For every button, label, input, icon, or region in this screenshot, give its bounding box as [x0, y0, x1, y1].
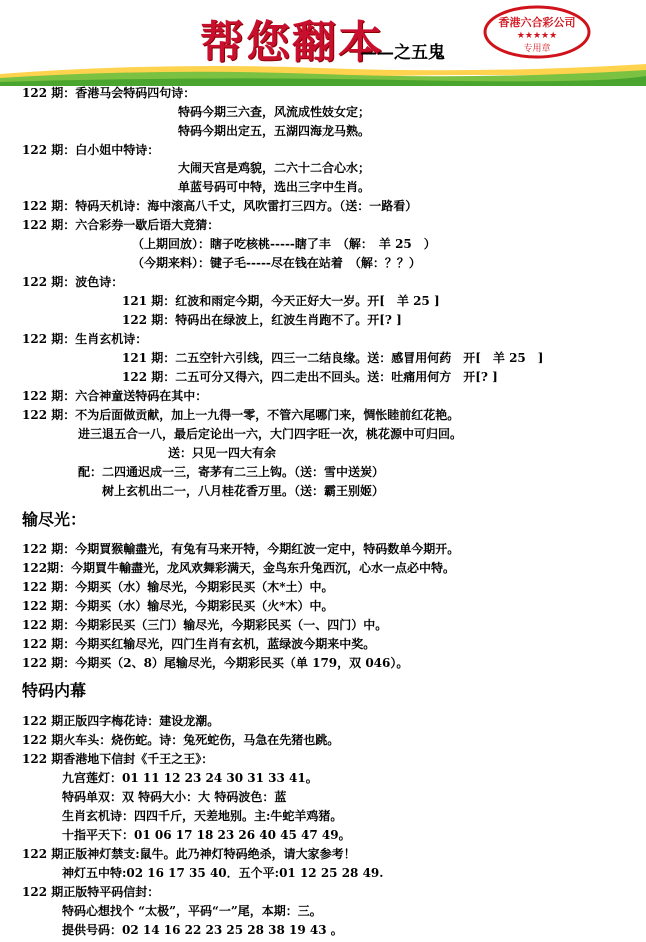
- text-line: 122 期：今期买（水）输尽光，今期彩民买（火*木）中。: [22, 599, 334, 613]
- text-line: 122 期：波色诗：: [22, 275, 124, 289]
- text-line: 122 期：今期買猴輸盡光，有兔有马来开特，今期红波一定中，特码数单今期开。: [22, 542, 460, 556]
- text-line: 送：只见一四大有余: [168, 446, 277, 460]
- text-line: 122 期：今期买红输尽光，四门生肖有玄机，蓝绿波今期来中奖。: [22, 637, 376, 651]
- text-line: 122 期正版四字梅花诗：建设龙潮。: [22, 714, 220, 728]
- text-line: 122 期：今期买（2、8）尾输尽光，今期彩民买（单 179，双 046）。: [22, 656, 409, 670]
- text-line: 提供号码：02 14 16 22 23 25 28 38 19 43 。: [62, 923, 343, 937]
- text-line: 配：二四通迟成一三，寄茅有二三上钩。（送：雪中送炭）: [78, 465, 385, 479]
- text-line: 122 期正版神灯禁支:鼠牛。此乃神灯特码绝杀，请大家参考！: [22, 847, 356, 861]
- text-line: 九宫莲灯：01 11 12 23 24 30 31 33 41。: [62, 771, 318, 785]
- decorative-banner: [0, 56, 646, 86]
- text-line: 神灯五中特:02 16 17 35 40．五个平:01 12 25 28 49.: [62, 866, 384, 880]
- text-line: 122 期香港地下信封《千王之王》：: [22, 752, 214, 766]
- text-line: （上期回放）：瞎子吃核桃-----瞎了丰 （解： 羊 25 ）: [132, 237, 436, 251]
- text-line: 122 期：白小姐中特诗：: [22, 143, 160, 157]
- seal-bottom-text: 专用章: [523, 44, 551, 54]
- text-line: 122 期：特码天机诗：海中滚高八千丈，风吹雷打三四方。（送：一路看）: [22, 199, 418, 213]
- text-line: 122 期：不为后面做贡献，加上一九得一零，不管六尾哪门来，惆怅睦前红花艳。: [22, 408, 460, 422]
- text-line: 121 期：红波和雨定今期，今天正好大一岁。开[ 羊 25 ]: [122, 294, 440, 308]
- text-line: 122 期：六合神童送特码在其中：: [22, 389, 208, 403]
- page-subtitle: ——之五鬼: [360, 43, 445, 63]
- text-line: 特码心想找个 “太极”，平码“一”尾，本期：三。: [62, 904, 322, 918]
- text-line: 122 期正版特平码信封：: [22, 885, 160, 899]
- text-line: 122 期火车头：烧伤蛇。诗：兔死蛇伤，马急在先猪也跳。: [22, 733, 340, 747]
- text-line: （今期来料）：键子毛-----尽在钱在站着 （解：？？）: [132, 256, 421, 270]
- text-line: 122 期：生肖玄机诗：: [22, 332, 148, 346]
- text-line: 122期：今期買牛輸盡光，龙风欢舞彩满天，金鸟东升兔西沉，心水一点必中特。: [22, 561, 456, 575]
- text-line: 十指平天下：01 06 17 18 23 26 40 45 47 49。: [62, 828, 351, 842]
- company-seal: [482, 4, 592, 60]
- text-line: 121 期：二五空针六引线，四三一二结良缘。送：感冒用何药 开[ 羊 25 ]: [122, 351, 544, 365]
- text-line: 树上玄机出二一，八月桂花香万里。（送：霸王别姬）: [102, 484, 385, 498]
- section-heading: 特码内幕: [22, 681, 87, 700]
- text-line: 122 期：特码出在绿波上，红波生肖跑不了。开[? ]: [122, 313, 402, 327]
- seal-top-text: 香港六合彩公司: [498, 16, 576, 29]
- text-line: 特码今期出定五，五湖四海龙马熟。: [178, 124, 371, 138]
- text-line: 122 期：六合彩券一歇后语大竞猜：: [22, 218, 220, 232]
- text-line: 122 期：二五可分又得六，四二走出不回头。送：吐痛用何方 开[? ]: [122, 370, 498, 384]
- text-line: 特码今期三六查，风流成性妓女定；: [178, 105, 371, 119]
- text-line: 特码单双：双 特码大小：大 特码波色：蓝: [62, 790, 287, 804]
- text-line: 122 期：香港马会特码四句诗：: [22, 86, 196, 100]
- text-line: 大闹天宫是鸡貌，二六十二合心水；: [178, 161, 371, 175]
- page-title: 帮您翻本: [200, 17, 384, 68]
- text-line: 进三退五合一八，最后定论出一六，大门四字旺一次，桃花源中可归回。: [78, 427, 463, 441]
- text-line: 生肖玄机诗：四四千斤，天差地别。主:牛蛇羊鸡猪。: [62, 809, 343, 823]
- text-line: 122 期：今期买（水）输尽光，今期彩民买（木*土）中。: [22, 580, 334, 594]
- svg-text:★★★★★: ★★★★★: [516, 31, 558, 41]
- section-heading: 输尽光：: [22, 510, 87, 529]
- text-line: 单蓝号码可中特，选出三字中生肖。: [178, 180, 371, 194]
- text-line: 122 期：今期彩民买（三门）输尽光，今期彩民买（一、四门）中。: [22, 618, 388, 632]
